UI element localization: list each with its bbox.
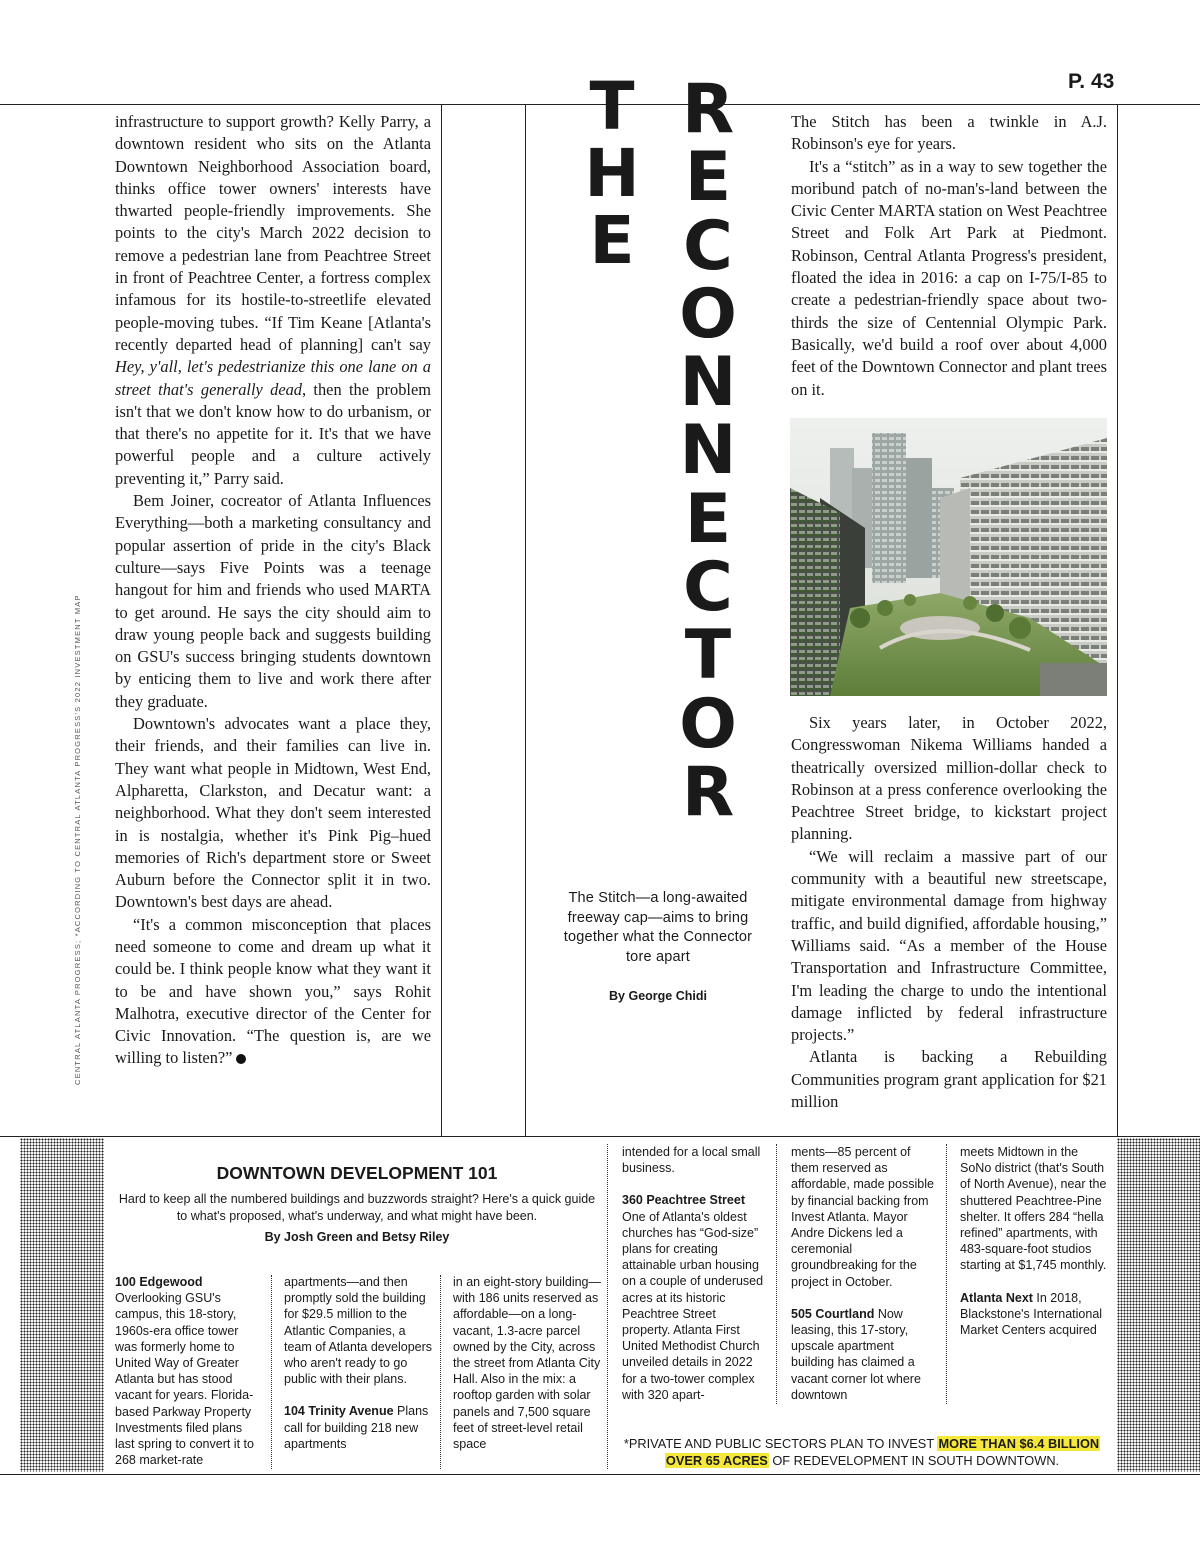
column-rule-1	[441, 104, 442, 1136]
headline-letter: O	[679, 274, 737, 354]
headline-letter: T	[589, 68, 635, 145]
column-rule-3	[1117, 104, 1118, 1136]
headline-letter: T	[684, 616, 732, 696]
headline-letter: N	[679, 411, 737, 491]
investment-footnote: *PRIVATE AND PUBLIC SECTORS PLAN TO INVEST MORE THAN $6.4 BILLION OVER 65 ACRES OF REDEVELOPMENT IN SOUTH DOWNTOWN.	[623, 1436, 1100, 1468]
entry-heading: 505 Courtland	[791, 1306, 875, 1321]
page-number: P. 43	[1068, 70, 1115, 93]
headline-the	[582, 68, 642, 279]
right-paragraph-4: “We will reclaim a massive part of our community with a beautiful new streetscape, mitigate environmental damage from highway traffic, and build dignified, affordable housing,” Williams said. “As a member of the House Transportation and Infrastructure Committee, I'm leading the charge to undo the intentional damage inflicted by federal infrastructure projects.”	[791, 846, 1107, 1045]
left-column	[115, 111, 431, 1070]
right-paragraph-1: The Stitch has been a twinkle in A.J. Robinson's eye for years.	[791, 112, 1107, 154]
headline-letter: C	[683, 548, 733, 628]
stitch-rendering-image	[790, 418, 1107, 696]
sidebar-intro: Hard to keep all the numbered buildings and buzzwords straight? Here's a quick guide to what's proposed, what's underway, and what might have been.	[118, 1192, 596, 1223]
right-column-top	[791, 111, 1107, 401]
right-paragraph-2: It's a “stitch” as in a way to sew together the moribund patch of no-man's-land between the Civic Center MARTA station on West Peachtree Street and Folk Art Park at Piedmont. Robinson, Central Atlanta Progress's president, floated the idea in 2016: a cap on I-75/I-85 to create a pedestrian-friendly space about two-thirds the size of Centennial Olympic Park. Basically, we'd build a roof over about 4,000 feet of the Downtown Connector and plant trees on it.	[791, 156, 1107, 399]
sidebar-column-4: intended for a local small business. 360 Peachtree Street One of Atlanta's oldest churches has “God-size” plans for creating attainable urban housing on a couple of underused acres at its historic Peachtree Street property. Atlanta First United Methodist Church unveiled details in 2022 for a two-tower complex with 320 apart-	[622, 1145, 764, 1402]
sidebar-bottom-rule	[0, 1474, 1200, 1475]
headline-letter: O	[679, 684, 737, 764]
right-paragraph-5: Atlanta is backing a Rebuilding Communities program grant application for $21 million	[791, 1047, 1107, 1112]
stitch-rendering-illustration	[790, 418, 1107, 696]
dotted-divider	[271, 1275, 272, 1469]
headline-letter: R	[681, 752, 735, 832]
sidebar-byline: By Josh Green and Betsy Riley	[264, 1230, 450, 1244]
headline-letter: E	[684, 138, 732, 218]
sidebar-column-3: in an eight-story building—with 186 units reserved as affordable—on a long-vacant, 1.3-acre parcel owned by the City, across the street from Atlanta City Hall. Also in the mix: a rooftop garden with solar panels and 7,500 square feet of street-level retail space	[453, 1275, 601, 1452]
right-paragraph-3: Six years later, in October 2022, Congresswoman Nikema Williams handed a theatrically oversized million-dollar check to Robinson at a press conference overlooking the Peachtree Street bridge, to kickstart project planning.	[791, 713, 1107, 844]
dotted-divider	[607, 1144, 608, 1469]
dotted-divider	[776, 1144, 777, 1404]
side-credit: CENTRAL ATLANTA PROGRESS; *ACCORDING TO CENTRAL ATLANTA PROGRESS'S 2022 INVESTMENT MAP	[73, 594, 82, 1085]
headline-reconnector	[672, 70, 744, 832]
article-deck: The Stitch—a long-awaited freeway cap—aims to bring together what the Connector tore apart	[563, 890, 753, 965]
sidebar-top-rule	[0, 1136, 1200, 1137]
left-paragraph-2: Bem Joiner, cocreator of Atlanta Influences Everything—both a marketing consultancy and popular assertion of pride in the city's Black culture—says Five Points was a teenage hangout for him and friends who used MARTA to get around. He says the city should aim to draw young people back and suggests building on GSU's success bringing students downtown by enticing them to live and work there after they graduate.	[115, 491, 431, 711]
sidebar-column-5: ments—85 percent of them reserved as affordable, made possible by financial backing from Invest Atlanta. Mayor Andre Dickens led a ceremonial groundbreaking for the project in October. 505 Courtland Now leasing, this 17-story, upscale apartment building has claimed a vacant corner lot where downtown	[791, 1145, 934, 1402]
sidebar-column-6: meets Midtown in the SoNo district (that's South of North Avenue), near the shuttered Peachtree-Pine shelter. It offers 284 “hella refined” apartments, with 483-square-foot studios starting at $1,745 monthly. Atlanta Next In 2018, Blackstone's International Market Centers acquired	[960, 1145, 1107, 1338]
entry-heading: 360 Peachtree Street	[622, 1193, 745, 1208]
headline-letter: C	[683, 206, 733, 286]
sidebar-column-2: apartments—and then promptly sold the building for $29.5 million to the Atlantic Companies, a team of Atlanta developers who aren't ready to go public with their plans. 104 Trinity Avenue Plans call for building 218 new apartments	[284, 1275, 433, 1451]
headline-letter: H	[584, 135, 640, 212]
headline-letter: N	[679, 343, 737, 423]
halftone-panel-left	[20, 1138, 104, 1472]
end-mark-icon	[236, 1054, 246, 1064]
entry-heading: 100 Edgewood	[115, 1275, 203, 1289]
dotted-divider	[440, 1275, 441, 1469]
left-paragraph-4: “It's a common misconception that places need someone to come and dream up what it could be. I think people know what they want it to be and have shown you,” says Rohit Malhotra, executive director of the Center for Civic Innovation. “The question is, are we willing to listen?”	[115, 914, 431, 1068]
column-rule-2	[525, 104, 526, 1136]
article-byline: By George Chidi	[609, 989, 707, 1003]
headline-letter: E	[589, 202, 635, 279]
sidebar-title: DOWNTOWN DEVELOPMENT 101	[216, 1163, 498, 1183]
right-column-bottom	[791, 712, 1107, 1113]
headline-letter: R	[681, 70, 735, 149]
highlight-amount: MORE THAN $6.4 BILLION	[938, 1436, 1100, 1451]
entry-heading: Atlanta Next	[960, 1290, 1033, 1305]
entry-heading: 104 Trinity Avenue	[284, 1404, 394, 1419]
headline-letter: E	[684, 479, 732, 559]
dotted-divider	[946, 1144, 947, 1404]
left-paragraph-3: Downtown's advocates want a place they, their friends, and their families can live in. They want what people in Midtown, West End, Alpharetta, Clarkston, and Decatur want: a neighborhood. What they don't seem interested in is nostalgia, whether it's Pink Pig–hued memories of Rich's department store or Sweet Auburn before the Connector split it in two. Downtown's best days are ahead.	[115, 714, 431, 912]
highlight-acres: OVER 65 ACRES	[665, 1452, 768, 1468]
left-paragraph-1: infrastructure to support growth? Kelly Parry, a downtown resident who sits on the Atlanta Downtown Neighborhood Association board, thinks office tower owners' interests have thwarted people-friendly improvements. She points to the city's March 2022 decision to remove a pedestrian lane from Peachtree Street in front of Peachtree Center, a fortress complex infamous for its hostile-to-streetlife elevated people-moving tubes. “If Tim Keane [Atlanta's recently departed head of planning] can't say Hey, y'all, let's pedestrianize this one lane on a street that's generally dead, then the problem isn't that we don't know how to do urbanism, or that there's no appetite for it. It's that we have powerful people and a culture actively preventing it,” Parry said.	[115, 112, 431, 488]
sidebar-column-1: 100 Edgewood Overlooking GSU's campus, this 18-story, 1960s-era office tower was formerly home to United Way of Greater Atlanta but has stood vacant for years. Florida-based Parkway Property Investments filed plans last spring to convert it to 268 market-rate	[115, 1275, 254, 1468]
halftone-panel-right	[1117, 1138, 1200, 1472]
